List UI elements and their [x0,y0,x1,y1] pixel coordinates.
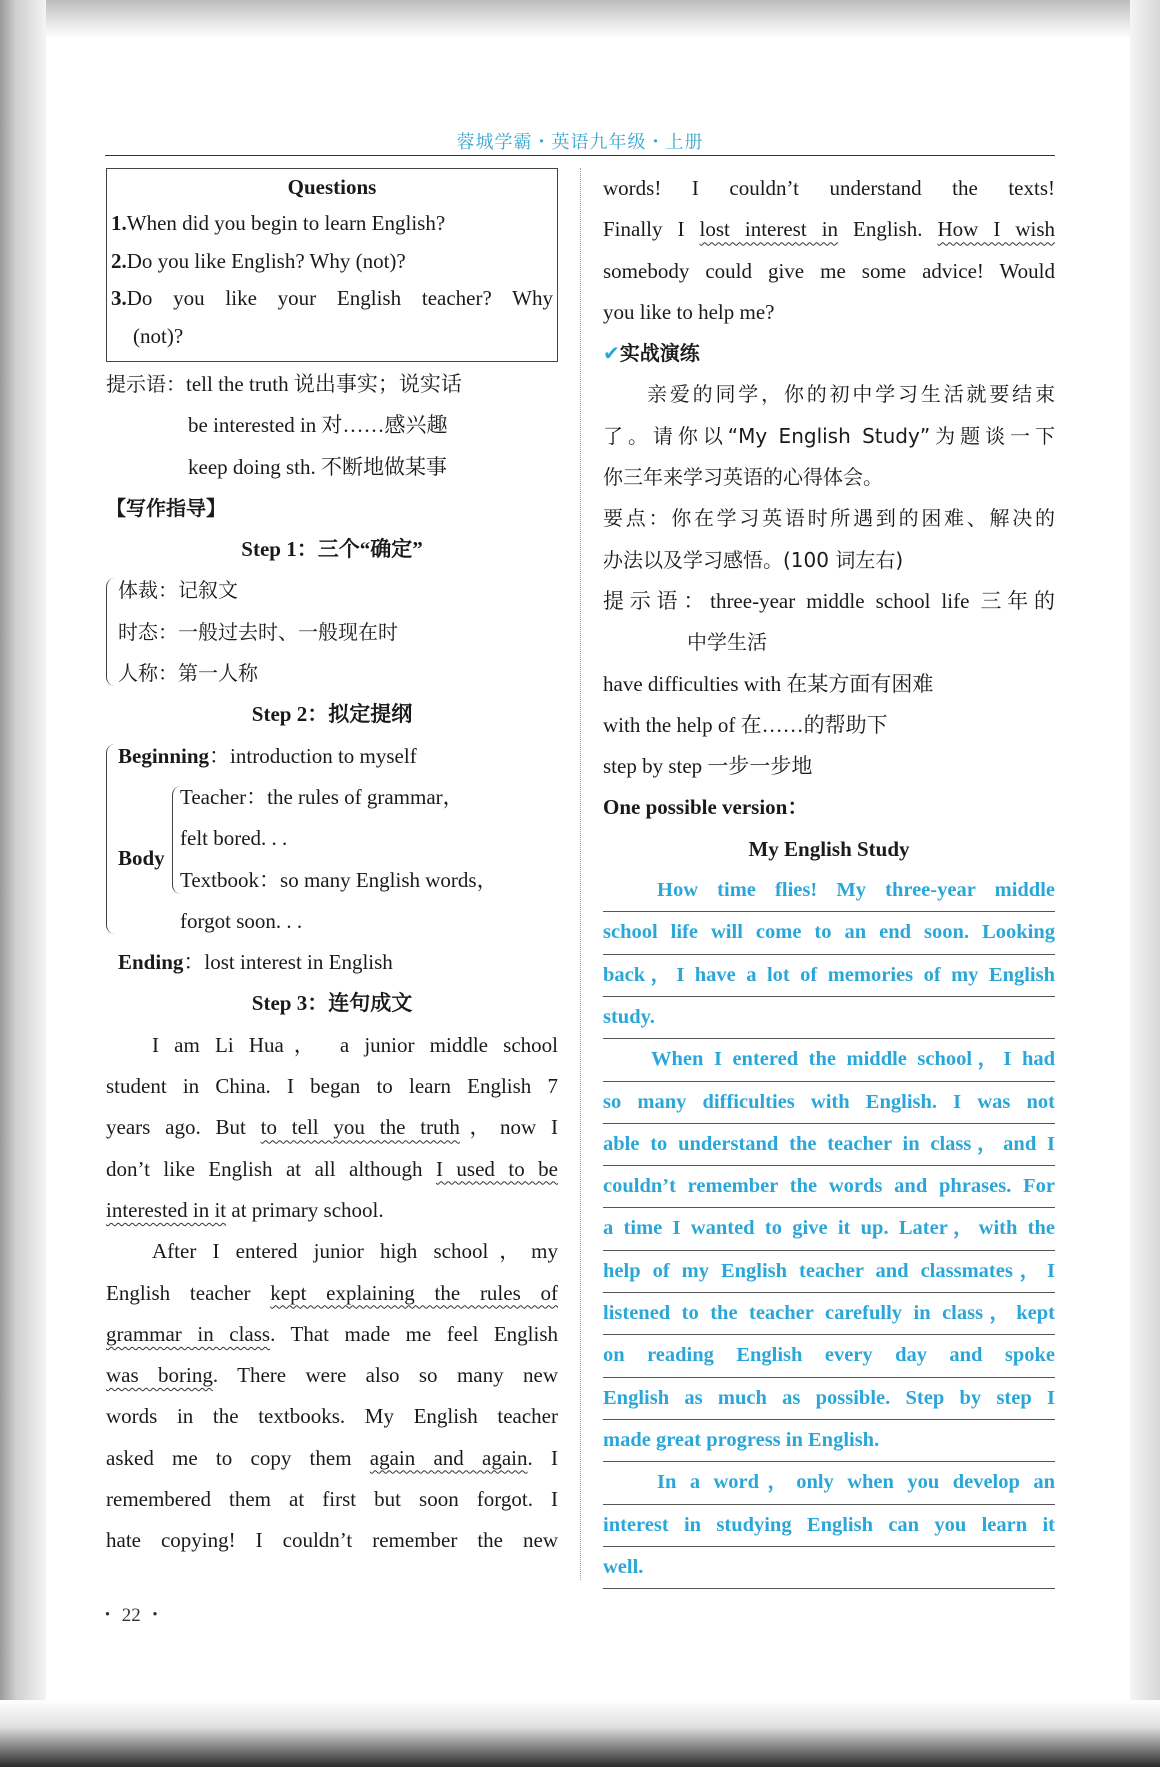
question-item: 1.When did you begin to learn English? [111,211,446,235]
checkmark-icon: ✔ [603,341,620,366]
outline-body-label: Body [118,846,165,871]
outline-ending: Ending：lost interest in English [118,950,393,975]
practice-hint: 中学生活 [687,630,767,655]
practice-hint: have difficulties with 在某方面有困难 [603,671,934,696]
essay-line: hate copying! I couldn’t remember the new [106,1528,558,1553]
question-item: 3.Do you like your English teacher? Why [111,286,553,310]
practice-hint: with the help of 在……的帮助下 [603,712,888,737]
step1-item: 人称：第一人称 [118,661,258,686]
answer-line: made great progress in English. [603,1420,1055,1462]
answer-line: help of my English teacher and classmates，I [603,1251,1055,1293]
essay-line: was boring. There were also so many new [106,1363,558,1388]
step1-list [106,570,558,694]
outline-beginning: Beginning：introduction to myself [118,743,417,768]
answer-line: study. [603,997,1055,1039]
page-shadow-bottom [0,1700,1160,1767]
section-title: 【写作指导】 [106,495,226,520]
points-line: 办法以及学习感悟。(100 词左右) [603,547,904,572]
hint-line: 提示语：tell the truth 说出事实；说实话 [106,372,462,396]
answer-line: English as much as possible. Step by step I [603,1378,1055,1420]
answer-line: on reading English every day and spoke [603,1335,1055,1377]
header-rule [105,155,1055,156]
essay-line: you like to help me? [603,299,775,324]
right-column [603,168,1055,1589]
answer-line: couldn’t remember the words and phrases. For [603,1166,1055,1208]
questions-title: Questions [287,175,377,199]
step1-item: 时态：一般过去时、一般现在时 [118,619,398,644]
question-item: 2.Do you like English? Why (not)? [111,248,406,273]
step1-item: 体裁：记叙文 [118,578,238,603]
questions-box [106,168,558,362]
essay-line: words in the textbooks. My English teacher [106,1404,558,1429]
question-continuation: (not)? [133,323,184,348]
left-column [106,168,558,1562]
outline-body-line: Teacher：the rules of grammar， [180,784,464,809]
essay-line: grammar in class. That made me feel English [106,1321,559,1346]
answer-line: back，I have a lot of memories of my English [603,955,1055,997]
prompt-line: 亲爱的同学，你的初中学习生活就要结束 [647,382,1055,407]
answer-line: a time I wanted to give it up. Later，with the [603,1208,1055,1250]
answer-line: school life will come to an end soon. Looking [603,912,1055,954]
page-number: ・ 22 ・ [98,1605,165,1626]
prompt-line: 了。请你以“My English Study”为题谈一下 [603,423,1055,448]
essay-line: remembered them at first but soon forgot. I [106,1487,558,1512]
essay-line: student in China. I began to learn English 7 [106,1074,558,1099]
step-heading: Step 3：连句成文 [251,991,413,1016]
answer-line: interest in studying English can you learn it [603,1505,1055,1547]
essay-line: words! I couldn’t understand the texts! [603,176,1055,200]
version-label: One possible version： [603,795,809,820]
essay-line: I am Li Hua， a junior middle school [152,1032,558,1057]
page-shadow-right [1130,0,1160,1767]
brace-icon [106,578,115,686]
essay-line: don’t like English at all although I used to be [106,1156,558,1181]
essay-line: asked me to copy them again and again. I [106,1445,558,1470]
answer-line: How time flies! My three-year middle [603,870,1055,912]
essay-line: interested in it at primary school. [106,1197,384,1222]
outline-body-line: forgot soon. . . [180,908,303,933]
essay-line: years ago. But to tell you the truth，now I [106,1115,558,1140]
hint-line: be interested in 对……感兴趣 [188,413,448,438]
essay-paragraph-1 [106,1025,558,1231]
essay-line: After I entered junior high school，my [152,1239,558,1264]
prompt-line: 你三年来学习英语的心得体会。 [603,465,883,490]
answer-line: able to understand the teacher in class，and I [603,1124,1055,1166]
answer-line: listened to the teacher carefully in class，kept [603,1293,1055,1335]
answer-line: well. [603,1547,1055,1589]
essay-paragraph-2 [106,1231,558,1561]
practice-hint: 提示语：three-year middle school life 三年的 [603,588,1055,613]
essay-line: Finally I lost interest in English. How I wish [603,217,1056,242]
essay-line: English teacher kept explaining the rules of [106,1280,558,1305]
outline-body-line: Body felt bored. . . [106,818,558,859]
answer-line: so many difficulties with English. I was not [603,1082,1055,1124]
essay-paragraph-3 [603,168,1055,333]
step-heading: Step 1：三个“确定” [241,537,423,562]
hint-line: keep doing sth. 不断地做某事 [188,454,447,479]
step2-outline [106,736,558,984]
page-shadow-left [0,0,46,1767]
answer-line: When I entered the middle school，I had [603,1039,1055,1081]
essay-line: somebody could give me some advice! Would [603,258,1055,283]
practice-hint: step by step 一步一步地 [603,754,813,779]
model-answer [603,870,1055,1589]
essay-title: My English Study [748,836,910,861]
step-heading: Step 2：拟定提纲 [251,702,413,727]
outline-body-line: Textbook：so many English words， [180,867,498,892]
column-divider [580,168,581,1580]
page-shadow-top [0,0,1160,38]
running-header: 蓉城学霸・英语九年级・上册 [456,132,704,152]
answer-line: In a word，only when you develop an [603,1462,1055,1504]
practice-title: ✔实战演练 [603,341,700,366]
points-line: 要点：你在学习英语时所遇到的困难、解决的 [603,506,1055,531]
